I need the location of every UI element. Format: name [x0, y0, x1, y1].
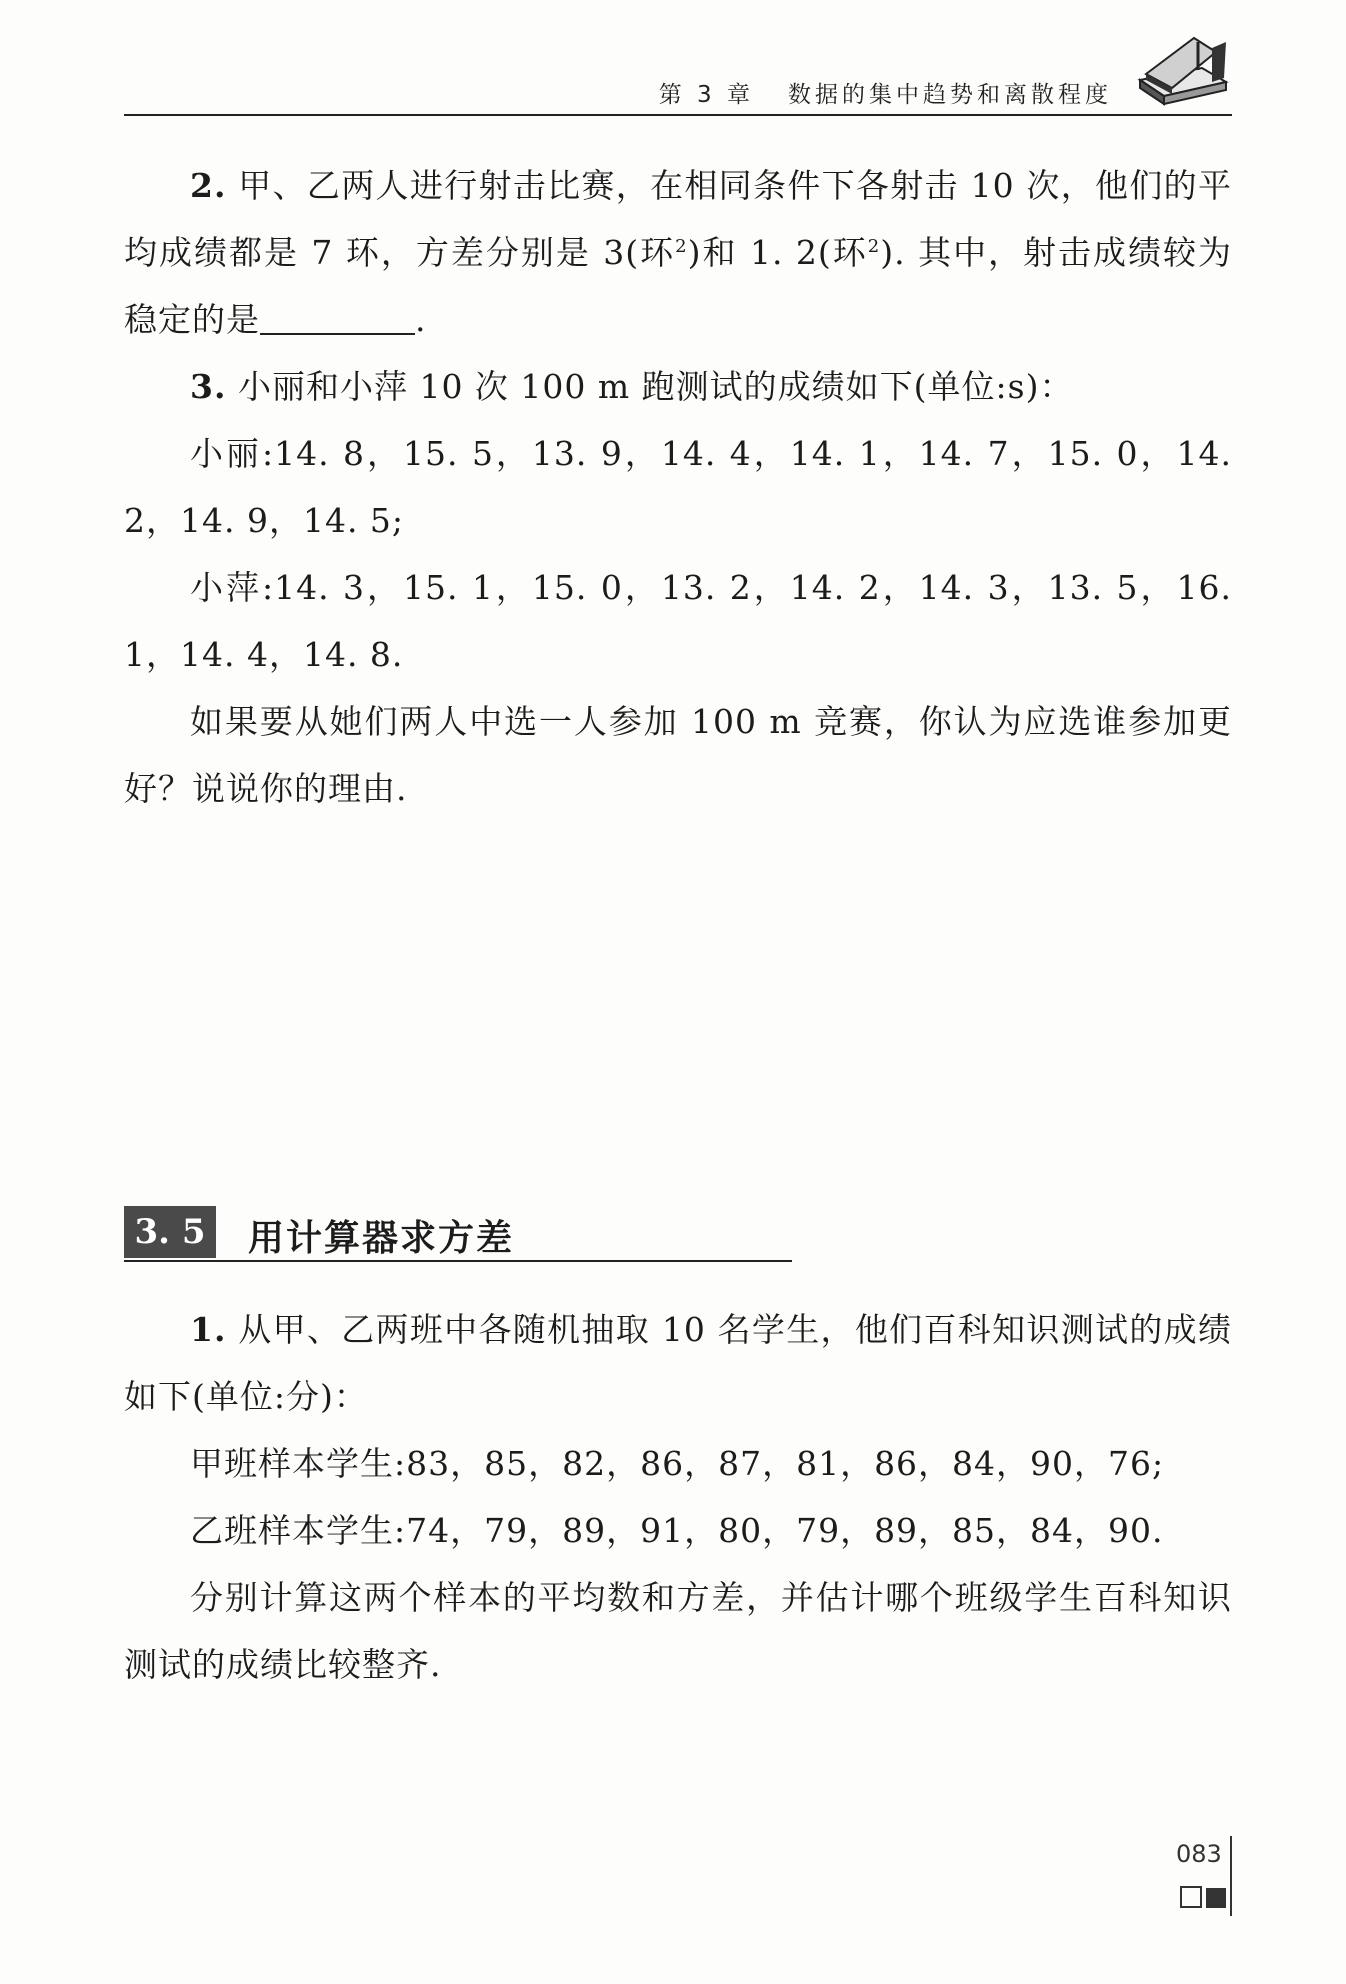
s1-intro: 从甲、乙两班中各随机抽取 10 名学生，他们百科知识测试的成绩如下(单位:分)：: [124, 1310, 1232, 1416]
section-number: 3. 5: [124, 1206, 216, 1258]
s1-question: 分别计算这两个样本的平均数和方差，并估计哪个班级学生百科知识测试的成绩比较整齐.: [124, 1578, 1232, 1684]
q2-text-b: )和 1. 2(环: [687, 233, 868, 272]
chapter-label: 第 3 章: [658, 82, 754, 108]
chapter-title: 数据的集中趋势和离散程度: [788, 82, 1112, 108]
square-outline-icon: [1180, 1886, 1202, 1908]
q3-number: 3.: [190, 367, 227, 406]
s1-number: 1.: [190, 1310, 227, 1349]
section-heading: [124, 1200, 792, 1262]
q2-text-a: 甲、乙两人进行射击比赛，在相同条件下各射击 10 次，他们的平均成绩都是 7 环，方差分别是 3(环: [124, 166, 1232, 272]
q2-sup-2: 2: [867, 236, 881, 257]
page-number: 083: [1176, 1840, 1222, 1868]
answer-blank[interactable]: [260, 303, 415, 335]
q2-end: .: [415, 300, 427, 339]
page-header: [124, 62, 1232, 116]
q2-sup-1: 2: [675, 236, 688, 257]
q2-text: [124, 152, 1232, 353]
s1-text: [124, 1296, 1232, 1430]
exercise-2: [124, 152, 1232, 353]
s1-data-jia: 甲班样本学生:83，85，82，86，87，81，86，84，90，76;: [190, 1444, 1165, 1483]
q3-text: [124, 353, 1232, 420]
section-exercise-1: [124, 1296, 1232, 1698]
q3-intro: 小丽和小萍 10 次 100 m 跑测试的成绩如下(单位:s)：: [237, 367, 1074, 406]
footer-divider: [1230, 1836, 1232, 1916]
q2-text-c: ). 其中，射击成绩较为稳定的是: [124, 233, 1232, 339]
q3-data-xiaoping: 小萍:14. 3，15. 1，15. 0，13. 2，14. 2，14. 3，13. 5，16. 1，14. 4，14. 8.: [124, 568, 1232, 674]
section-title: 用计算器求方差: [248, 1217, 515, 1259]
q3-question: 如果要从她们两人中选一人参加 100 m 竞赛，你认为应选谁参加更好？说说你的理由.: [124, 702, 1232, 808]
square-filled-icon: [1206, 1888, 1226, 1908]
running-header: [659, 76, 1112, 109]
q3-data-xiaoli: 小丽:14. 8，15. 5，13. 9，14. 4，14. 1，14. 7，15. 0，14. 2，14. 9，14. 5;: [124, 434, 1232, 540]
exercise-3: [124, 353, 1232, 822]
book-icon: [1132, 28, 1232, 108]
s1-data-yi: 乙班样本学生:74，79，89，91，80，79，89，85，84，90.: [190, 1511, 1164, 1550]
q2-number: 2.: [190, 166, 227, 205]
